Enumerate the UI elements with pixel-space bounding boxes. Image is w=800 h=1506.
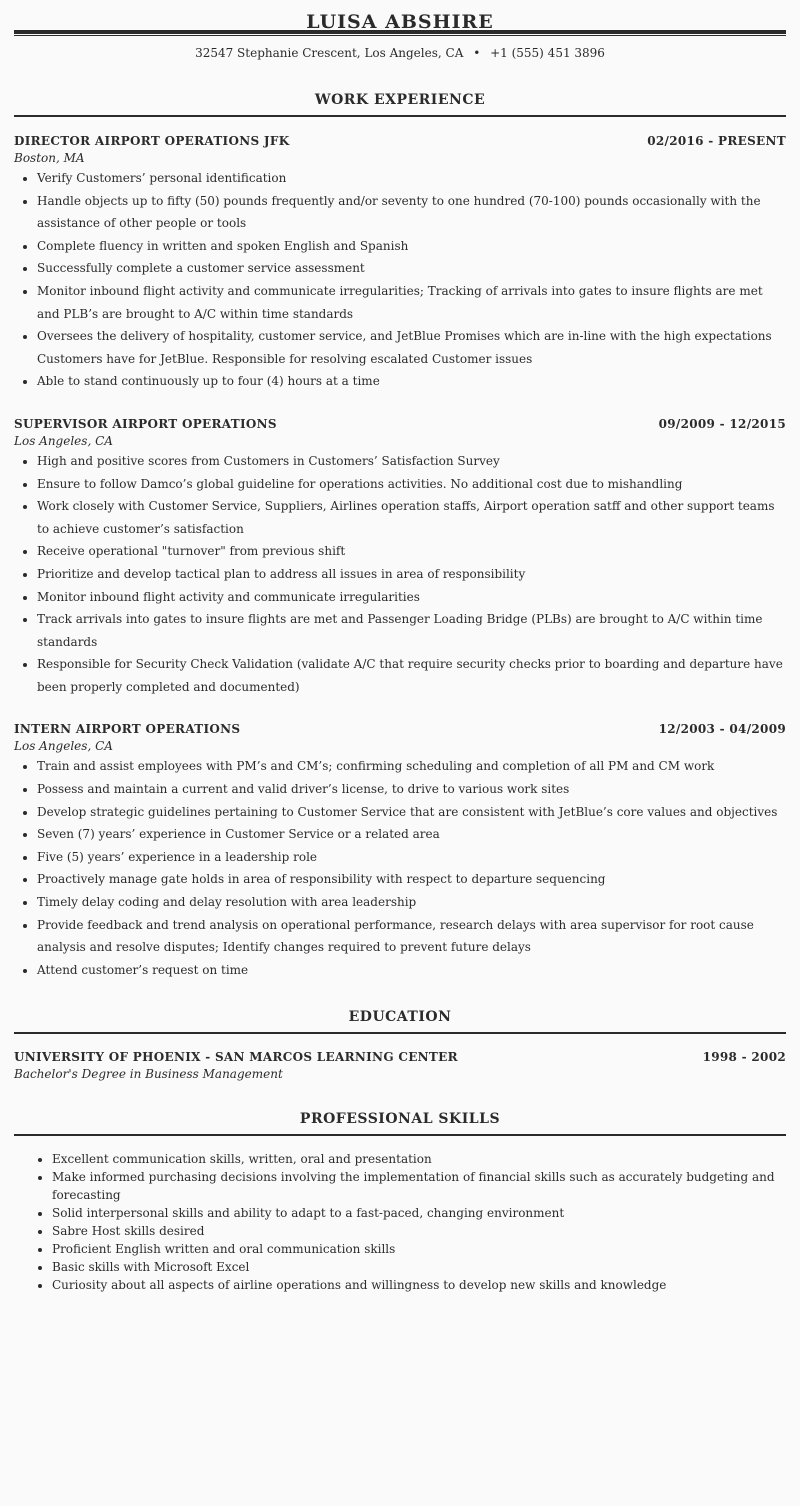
list-item: • Responsible for Security Check Validation (validate A/C that require security checks prior to boarding and departure have been properly completed and documented): [37, 653, 786, 698]
list-item: • Successfully complete a customer service assessment: [37, 257, 786, 280]
list-item: • Work closely with Customer Service, Suppliers, Airlines operation staffs, Airport operation satff and other support teams to achieve customer’s satisfaction: [37, 495, 786, 540]
list-item: • Make informed purchasing decisions involving the implementation of financial skills such as accurately budgeting and forecasting: [52, 1168, 786, 1204]
list-item: • Sabre Host skills desired: [52, 1222, 786, 1240]
professional-skills-heading: PROFESSIONAL SKILLS: [299, 1111, 501, 1128]
list-item: • Monitor inbound flight activity and communicate irregularities: [37, 586, 786, 609]
education-dates: 1998 - 2002: [702, 1050, 786, 1065]
list-item: • Oversees the delivery of hospitality, customer service, and JetBlue Promises which are in-line with the high expectations Customers have for JetBlue. Responsible for resolving escalated Customer issues: [37, 325, 786, 370]
job-location: Los Angeles, CA: [14, 433, 113, 448]
list-item: • Proficient English written and oral communication skills: [52, 1240, 786, 1258]
school-name: UNIVERSITY OF PHOENIX - SAN MARCOS LEARNING CENTER: [14, 1050, 458, 1065]
education-heading: EDUCATION: [348, 1009, 452, 1026]
list-item: • Ensure to follow Damco’s global guideline for operations activities. No additional cost due to mishandling: [37, 473, 786, 496]
list-item: • Basic skills with Microsoft Excel: [52, 1258, 786, 1276]
job-header: [14, 722, 786, 738]
contact-line: [14, 46, 786, 62]
list-item: • Excellent communication skills, written, oral and presentation: [52, 1150, 786, 1168]
list-item: • Receive operational "turnover" from previous shift: [37, 540, 786, 563]
contact-phone: +1 (555) 451 3896: [490, 46, 605, 60]
list-item: • Solid interpersonal skills and ability to adapt to a fast-paced, changing environment: [52, 1204, 786, 1222]
job-entry: [14, 722, 786, 981]
job-dates: 12/2003 - 04/2009: [658, 722, 786, 737]
list-item: • Complete fluency in written and spoken English and Spanish: [37, 235, 786, 258]
list-item: • Train and assist employees with PM’s and CM’s; confirming scheduling and completion of all PM and CM work: [37, 755, 786, 778]
contact-city: Los Angeles, CA: [364, 46, 464, 60]
list-item: • Develop strategic guidelines pertaining to Customer Service that are consistent with JetBlue’s core values and objectives: [37, 801, 786, 824]
candidate-name: LUISA ABSHIRE: [306, 11, 494, 33]
list-item: • Track arrivals into gates to insure flights are met and Passenger Loading Bridge (PLBs) are brought to A/C within time standards: [37, 608, 786, 653]
job-header: [14, 417, 786, 433]
job-duties-list: [14, 450, 786, 699]
list-item: • Able to stand continuously up to four (4) hours at a time: [37, 370, 786, 393]
job-dates: 02/2016 - PRESENT: [647, 134, 786, 148]
job-duties-list: [14, 167, 786, 393]
list-item: • Verify Customers’ personal identification: [37, 167, 786, 190]
professional-skills-divider: [14, 1134, 786, 1136]
skills-list: [14, 1150, 786, 1294]
job-entry: [14, 417, 786, 699]
job-location: Boston, MA: [14, 151, 85, 165]
list-item: • Attend customer’s request on time: [37, 959, 786, 982]
list-item: • Proactively manage gate holds in area of responsibility with respect to departure sequencing: [37, 868, 786, 891]
list-item: • Provide feedback and trend analysis on operational performance, research delays with area supervisor for root cause analysis and resolve disputes; Identify changes required to prevent future delays: [37, 914, 786, 959]
list-item: • Possess and maintain a current and valid driver’s license, to drive to various work sites: [37, 778, 786, 801]
list-item: • Timely delay coding and delay resolution with area leadership: [37, 891, 786, 914]
job-title: INTERN AIRPORT OPERATIONS: [14, 722, 241, 737]
education-divider: [14, 1032, 786, 1034]
job-duties-list: [14, 755, 786, 981]
job-title: DIRECTOR AIRPORT OPERATIONS JFK: [14, 134, 290, 148]
list-item: • High and positive scores from Customers in Customers’ Satisfaction Survey: [37, 450, 786, 473]
list-item: • Curiosity about all aspects of airline operations and willingness to develop new skills and knowledge: [52, 1276, 786, 1294]
list-item: • Five (5) years’ experience in a leadership role: [37, 846, 786, 869]
job-header: [14, 134, 786, 150]
work-experience-divider: [14, 115, 786, 117]
education-entry: [14, 1050, 786, 1083]
list-item: • Prioritize and develop tactical plan to address all issues in area of responsibility: [37, 563, 786, 586]
contact-address: 32547 Stephanie Crescent,: [195, 46, 361, 60]
degree: Bachelor's Degree in Business Management: [14, 1067, 283, 1082]
job-dates: 09/2009 - 12/2015: [658, 416, 786, 431]
work-experience-heading: WORK EXPERIENCE: [314, 92, 486, 108]
job-location: Los Angeles, CA: [14, 739, 113, 754]
job-entry: [14, 134, 786, 393]
contact-separator: •: [473, 46, 481, 60]
list-item: • Seven (7) years’ experience in Customer Service or a related area: [37, 823, 786, 846]
list-item: • Monitor inbound flight activity and communicate irregularities; Tracking of arrivals into gates to insure flights are met and PLB’s are brought to A/C within time standards: [37, 280, 786, 325]
job-title: SUPERVISOR AIRPORT OPERATIONS: [14, 416, 277, 431]
list-item: • Handle objects up to fifty (50) pounds frequently and/or seventy to one hundred (70-100) pounds occasionally with the assistance of other people or tools: [37, 190, 786, 235]
education-header: [14, 1050, 786, 1066]
